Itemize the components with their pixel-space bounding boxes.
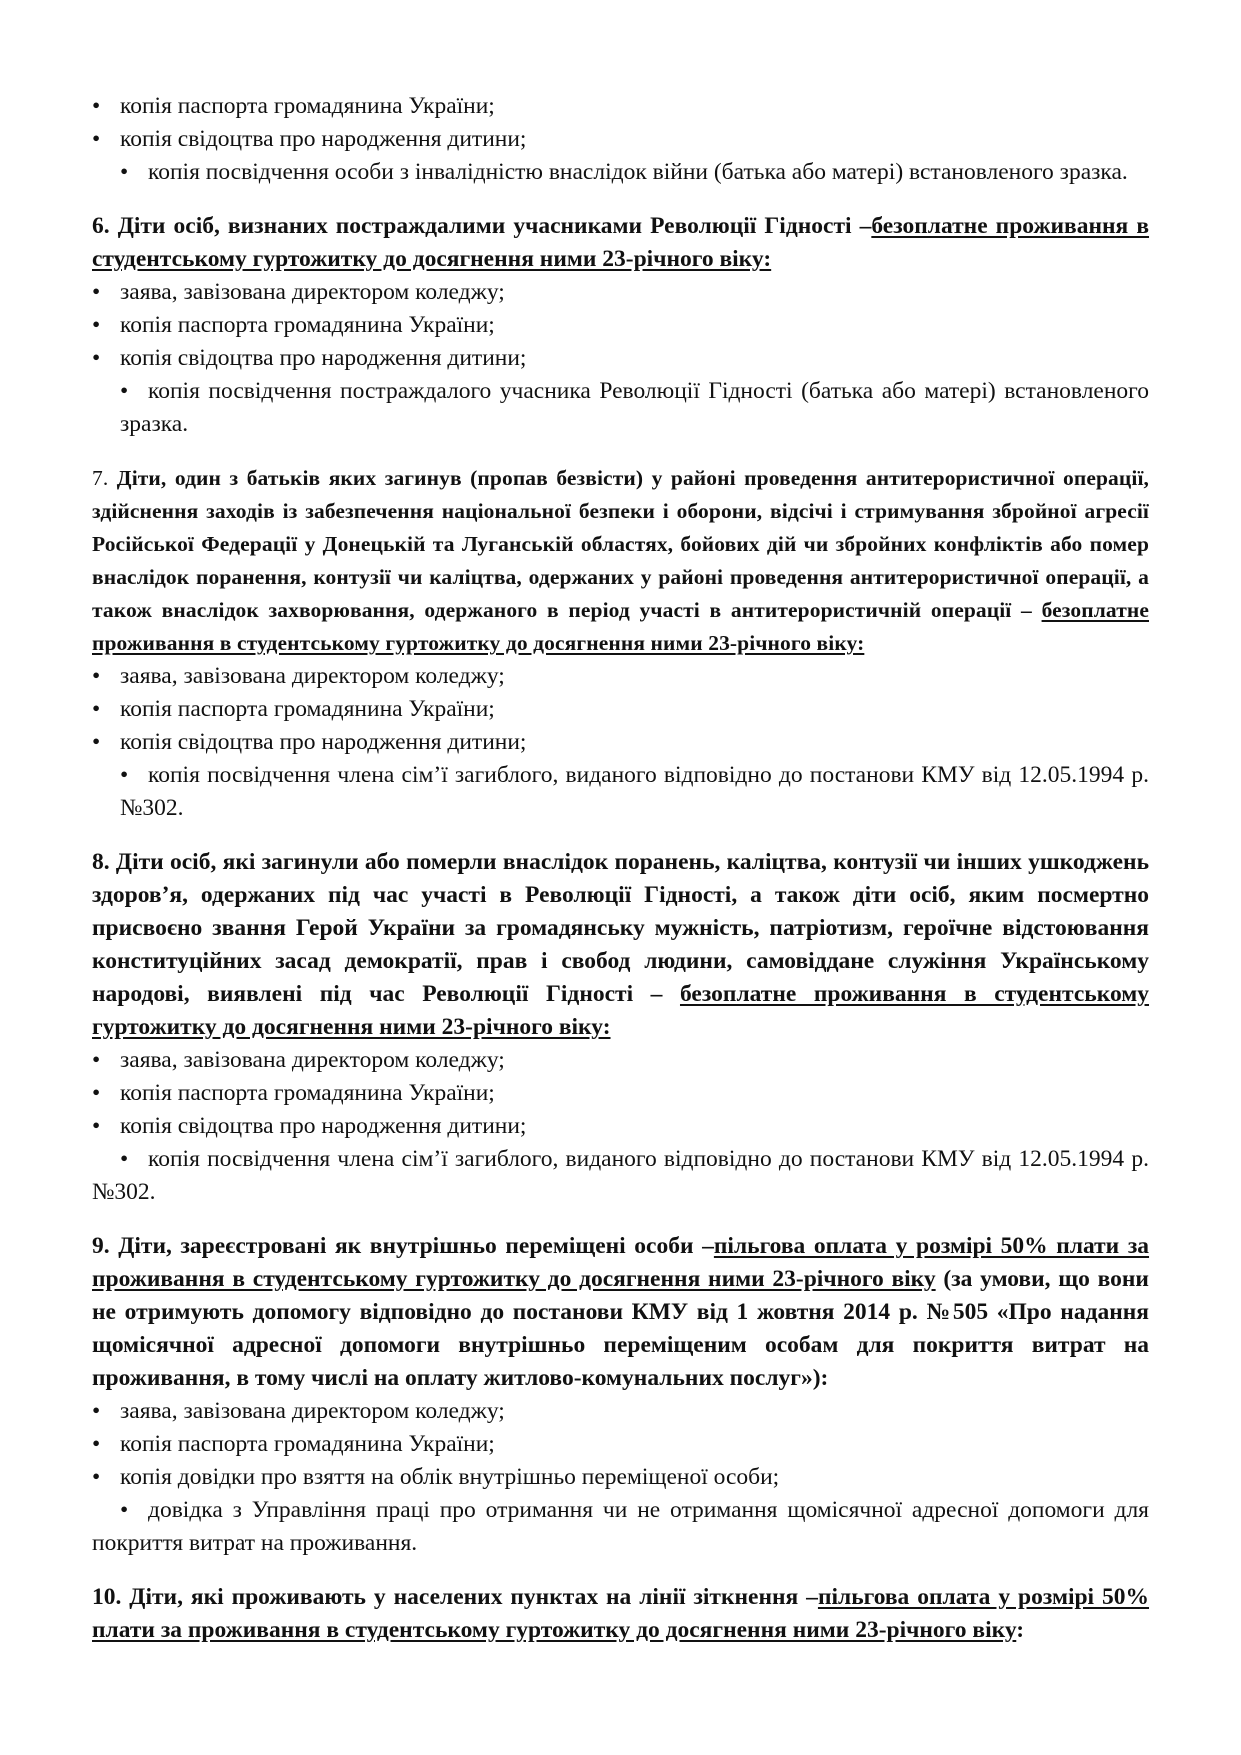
list-item: • копія паспорта громадянина України; <box>92 693 1149 726</box>
list-item: • копія посвідчення члена сім’ї загиблого, виданого відповідно до постанови КМУ від 12.05.1994 р. №302. <box>92 1143 1149 1209</box>
section-benefit: безоплатне проживання в студентському гуртожитку до досягнення ними 23-річного віку: <box>92 213 1150 272</box>
section-benefit: пільгова оплата у розмірі 50% плати за проживання в студентському гуртожитку до досягнення ними 23-річного віку <box>92 1233 1150 1292</box>
section-conditions: (за умови, що вони не отримують допомогу відповідно до постанови КМУ від 1 жовтня 2014 р. №505 «Про надання щомісячної адресної допомоги внутрішньо переміщеним особам для покриття витрат на проживання, в тому числі на оплату житлово-комунальних послуг»): <box>92 1266 1149 1391</box>
list-item: • копія свідоцтва про народження дитини; <box>92 342 1149 375</box>
bullet-icon: • <box>92 1464 101 1490</box>
bullet-icon: • <box>120 1497 129 1523</box>
section-8 <box>92 846 1149 1209</box>
list-item: • копія свідоцтва про народження дитини; <box>92 726 1149 759</box>
list-item: • копія паспорта громадянина України; <box>92 1077 1149 1110</box>
list-item: • копія посвідчення постраждалого учасника Революції Гідності (батька або матері) встановленого зразка. <box>92 375 1149 441</box>
bullet-icon: • <box>120 1146 129 1172</box>
list-item: • копія посвідчення члена сім’ї загиблого, виданого відповідно до постанови КМУ від 12.05.1994 р. №302. <box>92 759 1149 825</box>
list-item: • копія свідоцтва про народження дитини; <box>92 123 1149 156</box>
list-item: • довідка з Управління праці про отримання чи не отримання щомісячної адресної допомоги для покриття витрат на проживання. <box>92 1494 1149 1560</box>
list-item: • заява, завізована директором коледжу; <box>92 1395 1149 1428</box>
section-conditions: : <box>1016 1617 1025 1643</box>
list-item: • заява, завізована директором коледжу; <box>92 660 1149 693</box>
section-number: 9. <box>92 1233 110 1259</box>
list-item: • заява, завізована директором коледжу; <box>92 1044 1149 1077</box>
section-benefit: безоплатне проживання в студентському гуртожитку до досягнення ними 23-річного віку: <box>92 981 1150 1040</box>
section-7 <box>92 462 1149 825</box>
section-number: 8. <box>92 849 110 875</box>
list-item: • копія посвідчення особи з інвалідністю внаслідок війни (батька або матері) встановленого зразка. <box>92 156 1149 189</box>
bullet-icon: • <box>92 1047 101 1073</box>
bullet-icon: • <box>120 762 129 788</box>
section-text: Діти, один з батьків яких загинув (пропав безвісти) у районі проведення антитерористичної операції, здійснення заходів із забезпечення національної безпеки і оборони, відсічі і стримування збройної агресії Російської Федерації у Донецькій та Луганській областях, бойових дій чи збройних конфліктів або помер внаслідок поранення, контузії чи каліцтва, одержаних у районі проведення антитерористичної операції, а також внаслідок захворювання, одержаного в період участі в антитерористичній операції – <box>92 466 1149 622</box>
bullet-icon: • <box>92 1431 101 1457</box>
bullet-icon: • <box>92 345 101 371</box>
section-6 <box>92 210 1149 441</box>
bullet-icon: • <box>92 729 101 755</box>
bullet-icon: • <box>92 696 101 722</box>
bullet-icon: • <box>92 312 101 338</box>
list-item: • копія паспорта громадянина України; <box>92 90 1149 123</box>
bullet-icon: • <box>92 126 101 152</box>
section-heading <box>92 846 1149 1044</box>
section-heading <box>92 1230 1149 1395</box>
bullet-icon: • <box>92 93 101 119</box>
intro-list <box>92 90 1149 189</box>
list-item: • копія свідоцтва про народження дитини; <box>92 1110 1149 1143</box>
section-heading <box>92 210 1149 276</box>
bullet-icon: • <box>92 279 101 305</box>
section-heading <box>92 1581 1149 1647</box>
section-benefit: пільгова оплата у розмірі 50% плати за проживання в студентському гуртожитку до досягнення ними 23-річного віку <box>92 1584 1150 1643</box>
section-9 <box>92 1230 1149 1560</box>
section-text: Діти, зареєстровані як внутрішньо переміщені особи – <box>118 1233 714 1259</box>
section-heading <box>92 462 1149 660</box>
section-text: Діти осіб, визнаних постраждалими учасниками Революції Гідності – <box>117 213 872 239</box>
list-item: • копія довідки про взяття на облік внутрішньо переміщеної особи; <box>92 1461 1149 1494</box>
bullet-icon: • <box>120 159 129 185</box>
section-text: Діти осіб, які загинули або померли внаслідок поранень, каліцтва, контузії чи інших ушкоджень здоров’я, одержаних під час участі в Революції Гідності, а також діти осіб, яким посмертно присвоєно звання Герой України за громадянську мужність, патріотизм, героїчне відстоювання конституційних засад демократії, прав і свобод людини, самовіддане служіння Українському народові, виявлені під час Революції Гідності – <box>92 849 1150 1007</box>
bullet-icon: • <box>120 378 129 404</box>
bullet-icon: • <box>92 1113 101 1139</box>
section-number: 10. <box>92 1584 122 1610</box>
section-number: 6. <box>92 213 110 239</box>
list-item: • копія паспорта громадянина України; <box>92 1428 1149 1461</box>
bullet-icon: • <box>92 1398 101 1424</box>
list-item: • копія паспорта громадянина України; <box>92 309 1149 342</box>
section-10 <box>92 1581 1149 1647</box>
list-item: • заява, завізована директором коледжу; <box>92 276 1149 309</box>
section-number: 7. <box>92 466 109 490</box>
section-text: Діти, які проживають у населених пунктах на лінії зіткнення – <box>129 1584 818 1610</box>
bullet-icon: • <box>92 663 101 689</box>
section-benefit: безоплатне проживання в студентському гуртожитку до досягнення ними 23-річного віку: <box>92 598 1149 655</box>
bullet-icon: • <box>92 1080 101 1106</box>
